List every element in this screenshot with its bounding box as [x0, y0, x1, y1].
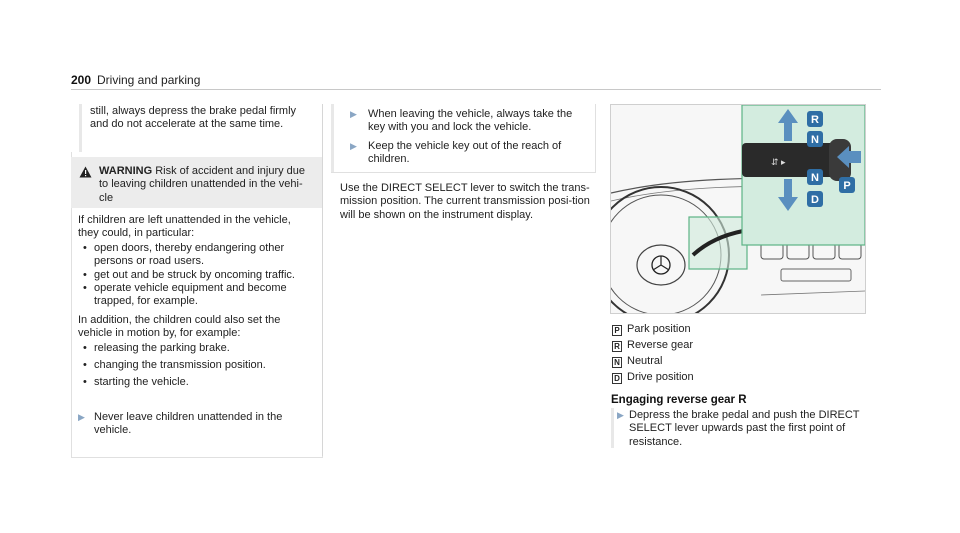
legend-label: Park position — [627, 323, 691, 335]
legend-row-neutral — [612, 355, 852, 371]
legend-label: Reverse gear — [627, 339, 694, 351]
legend-label: Neutral — [627, 355, 663, 367]
direct-select-para: Use the DIRECT SELECT lever to switch the trans-mission position. The current transmission posi-tion will be shown on the instrument display. — [340, 182, 590, 221]
bullet-list-1 — [78, 242, 314, 309]
legend-row-drive — [612, 371, 852, 387]
svg-text:⇵ ▸: ⇵ ▸ — [771, 157, 786, 167]
label-n-up — [807, 131, 823, 147]
steps-bar — [331, 104, 334, 172]
list-item: • releasing the parking brake. — [78, 342, 314, 355]
column-divider — [322, 104, 323, 456]
reverse-step — [617, 409, 872, 449]
page-number: 200 — [71, 73, 92, 87]
header-rule — [71, 89, 881, 90]
warning-label: WARNING — [99, 165, 153, 177]
dashboard-illustration — [611, 105, 865, 313]
bullet-list-2 — [78, 342, 314, 390]
step-arrow-icon: ▶ — [350, 141, 357, 151]
key-badge: R — [612, 341, 622, 352]
warning-icon — [79, 166, 92, 178]
page-title: Driving and parking — [97, 73, 201, 87]
label-p-text: P — [843, 180, 851, 192]
list-item: • operate vehicle equipment and become trapped, for example. — [78, 282, 314, 309]
step-arrow-icon: ▶ — [78, 412, 85, 422]
list-item: • changing the transmission position. — [78, 359, 314, 372]
dashboard-figure — [610, 104, 866, 314]
key-badge: D — [612, 373, 622, 384]
step-arrow-icon: ▶ — [350, 109, 357, 119]
legend-label: Drive position — [627, 371, 694, 383]
warning-body — [78, 214, 314, 390]
label-r — [807, 111, 823, 127]
step-1-text: When leaving the vehicle, always take the key with you and lock the vehicle. — [368, 108, 573, 134]
warning-header — [71, 157, 322, 208]
legend-row-reverse — [612, 339, 852, 355]
subheading: Engaging reverse gear R — [611, 394, 747, 406]
step-2 — [350, 140, 585, 167]
label-n-down — [807, 169, 823, 185]
key-badge: N — [612, 357, 622, 368]
label-d — [807, 191, 823, 207]
step-bar — [611, 408, 614, 448]
intro-text: still, always depress the brake pedal firmly and do not accelerate at the same time. — [90, 105, 297, 131]
step-2-text: Keep the vehicle key out of the reach of children. — [368, 140, 562, 166]
warning-text: Risk of accident and injury due to leaving children unattended in the vehi-cle — [99, 165, 306, 204]
list-item: • get out and be struck by oncoming traffic. — [78, 269, 314, 282]
para-2: In addition, the children could also set the vehicle in motion by, for example: — [78, 313, 281, 340]
list-item: • starting the vehicle. — [78, 376, 314, 389]
step-1 — [350, 108, 585, 135]
para-1: If children are left unattended in the vehicle, they could, in particular: — [78, 214, 291, 240]
warning-content — [79, 165, 314, 205]
note-step — [78, 411, 314, 438]
key-badge: P — [612, 325, 622, 336]
continuation-bar — [79, 104, 82, 154]
label-n-up-text: N — [811, 134, 819, 146]
label-n-down-text: N — [811, 172, 819, 184]
legend-row-park — [612, 323, 852, 339]
reverse-step-text: Depress the brake pedal and push the DIRECT SELECT lever upwards past the first point of resistance. — [629, 409, 860, 448]
note-text: Never leave children unattended in the vehicle. — [94, 411, 283, 437]
label-d-text: D — [811, 194, 819, 206]
label-r-text: R — [811, 114, 819, 126]
step-arrow-icon: ▶ — [617, 410, 624, 420]
label-p — [839, 177, 855, 193]
list-item: • open doors, thereby endangering other persons or road users. — [78, 242, 314, 269]
figure-legend — [612, 323, 852, 387]
